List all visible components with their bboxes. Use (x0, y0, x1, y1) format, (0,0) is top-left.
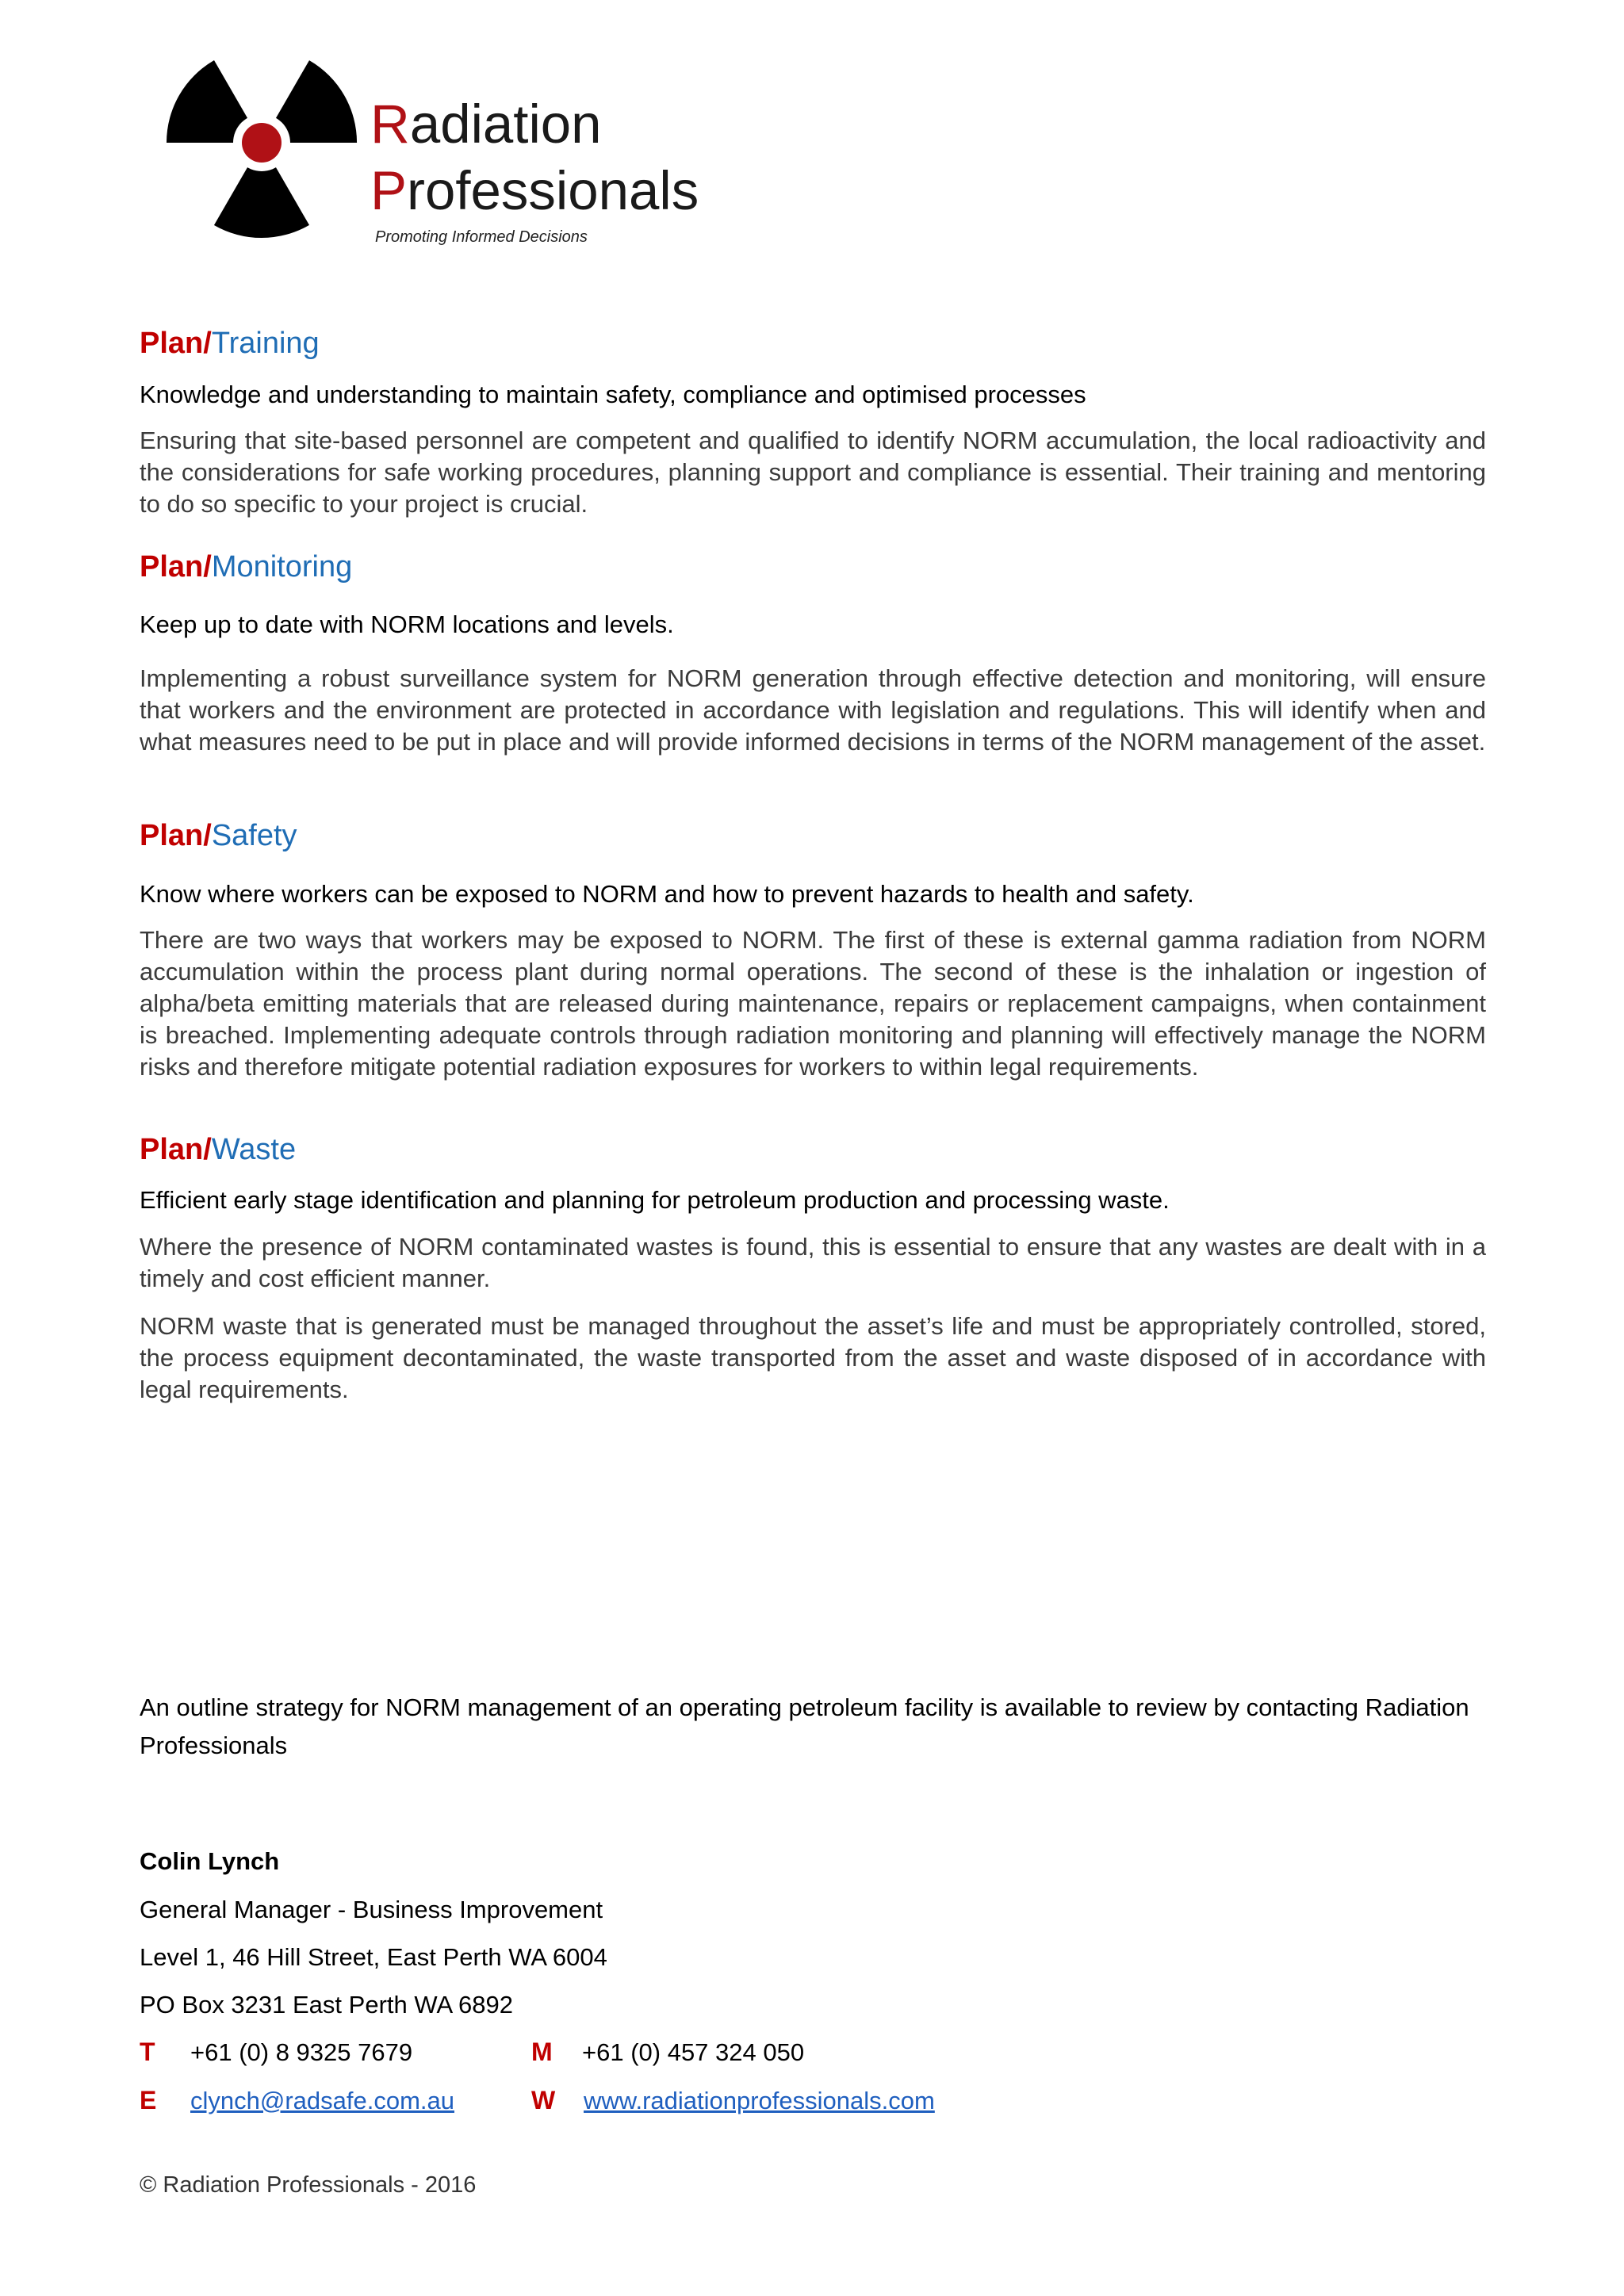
copyright: © Radiation Professionals - 2016 (140, 2172, 477, 2198)
section-heading-safety: Plan/Safety (140, 819, 297, 852)
email-link[interactable]: clynch@radsafe.com.au (190, 2087, 455, 2114)
section-lead-training: Knowledge and understanding to maintain safety, compliance and optimised processes (140, 381, 1086, 408)
section-heading-monitoring: Plan/Monitoring (140, 550, 353, 584)
tagline: Promoting Informed Decisions (375, 228, 588, 246)
website-link[interactable]: www.radiationprofessionals.com (584, 2087, 935, 2114)
company-logo (163, 55, 733, 254)
section-heading-training: Plan/Training (140, 327, 320, 360)
mobile-number: +61 (0) 457 324 050 (582, 2038, 805, 2066)
contact-title: General Manager - Business Improvement (140, 1896, 603, 1923)
mobile-label: M (531, 2038, 553, 2066)
section-lead-safety: Know where workers can be exposed to NORM and how to prevent hazards to health and safety. (140, 880, 1194, 908)
phone-number: +61 (0) 8 9325 7679 (190, 2038, 413, 2066)
radiation-trefoil-icon (163, 55, 361, 254)
email-label: E (140, 2086, 157, 2114)
brand-line-1: Radiation (370, 94, 602, 155)
section-lead-monitoring: Keep up to date with NORM locations and levels. (140, 610, 674, 638)
section-body-waste-2: NORM waste that is generated must be managed throughout the asset’s life and must be appropriately controlled, stored, the process equipment decontaminated, the waste transported from the asset and waste disposed of in accordance with legal requirements. (140, 1312, 1486, 1403)
contact-address: Level 1, 46 Hill Street, East Perth WA 6004 (140, 1943, 607, 1971)
section-body-safety: There are two ways that workers may be exposed to NORM. The first of these is external gamma radiation from NORM accumulation within the process plant during normal operations. The second of these is the inhalation or ingestion of alpha/beta emitting materials that are released during maintenance, repairs or replacement campaigns, when containment is breached. Implementing adequate controls through radiation monitoring and planning will effectively manage the NORM risks and therefore mitigate potential radiation exposures for workers to within legal requirements. (140, 926, 1486, 1081)
contact-po-box: PO Box 3231 East Perth WA 6892 (140, 1991, 514, 2019)
section-lead-waste: Efficient early stage identification and planning for petroleum production and processing waste. (140, 1186, 1170, 1214)
phone-label: T (140, 2038, 155, 2066)
brand-line-2: Professionals (370, 160, 699, 221)
section-body-waste-1: Where the presence of NORM contaminated wastes is found, this is essential to ensure that any wastes are dealt with in a timely and cost efficient manner. (140, 1233, 1486, 1292)
section-body-monitoring: Implementing a robust surveillance system for NORM generation through effective detection and monitoring, will ensure that workers and the environment are protected in accordance with legislation and regulations. This will identify when and what measures need to be put in place and will provide informed decisions in terms of the NORM management of the asset. (140, 664, 1486, 756)
section-body-training: Ensuring that site-based personnel are competent and qualified to identify NORM accumulation, the local radioactivity and the considerations for safe working procedures, planning support and compliance is essential. Their training and mentoring to do so specific to your project is crucial. (140, 427, 1486, 518)
outline-statement: An outline strategy for NORM management of an operating petroleum facility is available to review by contacting Radiation Professionals (140, 1693, 1469, 1759)
section-heading-waste: Plan/Waste (140, 1133, 297, 1166)
web-label: W (531, 2086, 556, 2114)
contact-name: Colin Lynch (140, 1847, 280, 1875)
